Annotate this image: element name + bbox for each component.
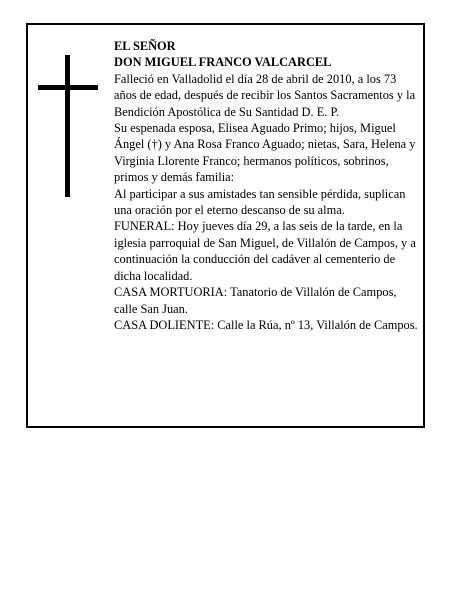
prayer-request-paragraph: Al participar a sus amistades tan sensible pérdida, suplican una oración por el eterno descanso de su alma.	[114, 186, 406, 218]
deceased-title: EL SEÑOR	[114, 39, 176, 53]
deceased-name: DON MIGUEL FRANCO VALCARCEL	[114, 55, 332, 70]
cross-vertical-bar	[65, 55, 70, 197]
cross-icon	[38, 55, 98, 197]
death-details-paragraph: Falleció en Valladolid el día 28 de abril de 2010, a los 73 años de edad, después de recibir los Santos Sacramentos y la Bendición Apostólica de Su Santidad D. E. P.	[114, 71, 416, 119]
family-home-paragraph: CASA DOLIENTE: Calle la Rúa, nº 13, Villalón de Campos.	[114, 317, 418, 332]
cross-horizontal-bar	[38, 85, 98, 90]
funeral-paragraph: FUNERAL: Hoy jueves día 29, a las seis de la tarde, en la iglesia parroquial de San Miguel, de Villalón de Campos, y a continuación la conducción del cadáver al cementerio de dicha localidad.	[114, 219, 416, 283]
mortuary-paragraph: CASA MORTUORIA: Tanatorio de Villalón de Campos, calle San Juan.	[114, 285, 397, 316]
obituary-text	[114, 38, 419, 333]
family-paragraph: Su espenada esposa, Elisea Aguado Primo; hijos, Miguel Ángel (†) y Ana Rosa Franco Aguado; nietas, Sara, Helena y Virginia Llorente Franco; hermanos políticos, sobrinos, primos y demás familia:	[114, 121, 416, 185]
